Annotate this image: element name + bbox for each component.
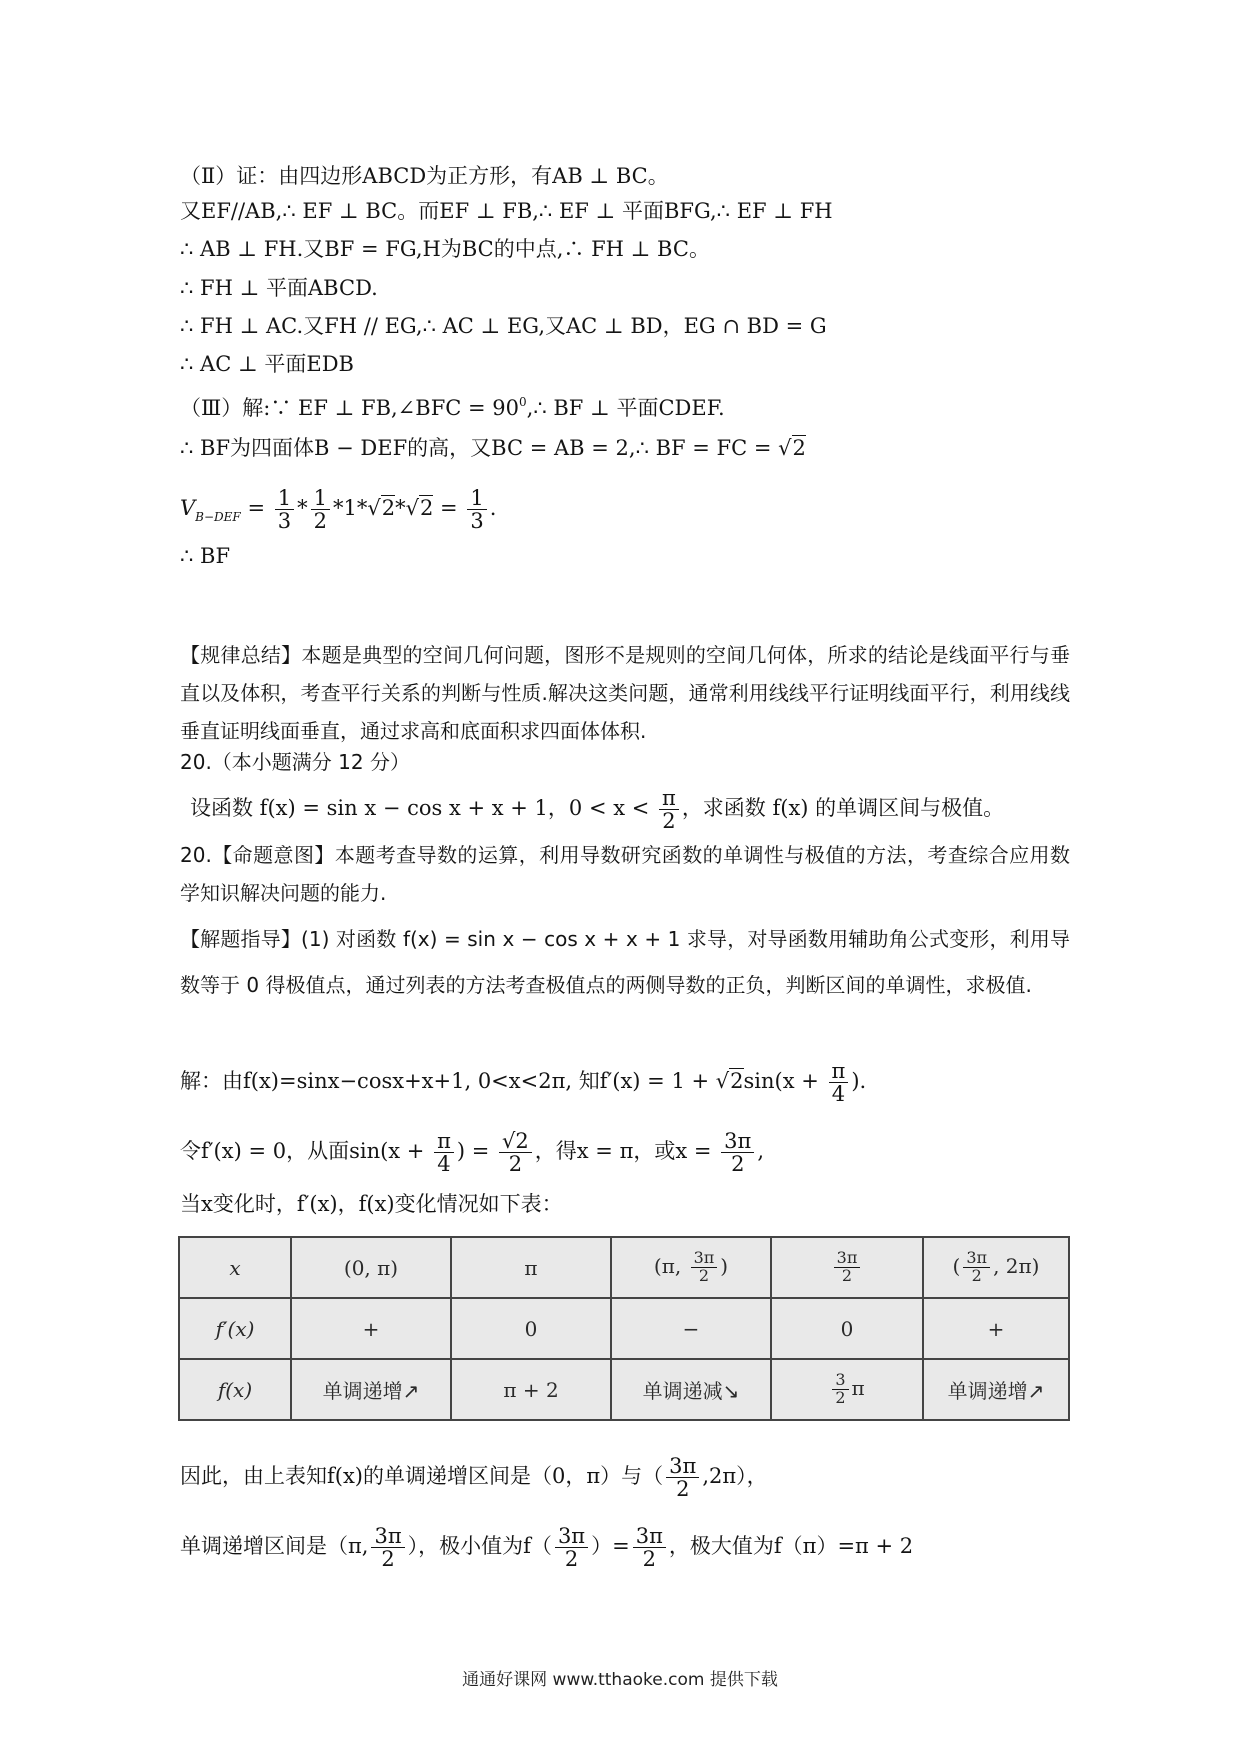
table-cell: 单调递增↗ [923, 1359, 1069, 1420]
numerator: π [829, 1060, 849, 1083]
conclusion-text: 因此，由上表知f(x)的单调递增区间是（0，π）与（ [180, 1464, 664, 1488]
solution-line1 [180, 1052, 866, 1110]
denominator: 3 [470, 509, 484, 533]
volume-subscript: B−DEF [195, 510, 241, 524]
denominator: 4 [437, 1152, 451, 1176]
numerator: 1 [275, 487, 294, 510]
fraction [829, 1060, 849, 1105]
cell-text: ) [720, 1254, 729, 1278]
numerator: 3π [666, 1455, 699, 1478]
fraction [371, 1525, 404, 1570]
volume-mid: *1*√ [332, 496, 381, 520]
table-cell: − [611, 1298, 771, 1359]
fraction [721, 1130, 754, 1175]
volume-eq: = [240, 496, 272, 520]
numerator: 3π [721, 1130, 754, 1153]
q20-text-tail: ，求函数 f(x) 的单调区间与极值。 [681, 796, 1005, 820]
times-sqrt: *√ [395, 496, 419, 520]
sqrt-radicand: 2 [419, 496, 434, 520]
denominator: 2 [835, 1388, 846, 1407]
numerator: 3π [371, 1525, 404, 1548]
table-cell: 0 [451, 1298, 611, 1359]
numerator: 1 [467, 487, 486, 510]
table-cell: 0 [771, 1298, 923, 1359]
period: . [489, 496, 497, 520]
solution-text: 令f′(x) = 0，从面sin(x + [180, 1139, 432, 1163]
table-cell: x [179, 1237, 291, 1298]
fraction [963, 1250, 990, 1285]
solution-sin: sin(x + [743, 1069, 826, 1093]
solution-text: 解：由f(x)=sinx−cosx+x+1, 0<x<2π, 知f′(x) = 1 + √ [180, 1069, 730, 1093]
denominator: 2 [313, 509, 327, 533]
numerator: 3 [832, 1372, 848, 1390]
solution-end: ). [851, 1069, 867, 1093]
sqrt-radicand: 2 [381, 496, 396, 520]
numerator: π [434, 1130, 454, 1153]
table-cell: π + 2 [451, 1359, 611, 1420]
solution-eq: ) = [456, 1139, 497, 1163]
solution-text: ，得x = π，或x = [534, 1139, 719, 1163]
proof2-line4: ∴ FH ⊥ 平面ABCD. [180, 276, 378, 300]
cell-text: (π, [653, 1254, 688, 1278]
numerator: 3π [834, 1250, 861, 1268]
table-row [179, 1359, 1069, 1420]
table-cell: 单调递减↘ [611, 1359, 771, 1420]
fraction [666, 1455, 699, 1500]
volume-eq2: = [433, 496, 465, 520]
conclusion-text: ，极大值为f（π）=π + 2 [668, 1534, 914, 1558]
volume-formula [180, 478, 496, 547]
volume-symbol: V [180, 496, 196, 520]
proof2-line1: （Ⅱ）证：由四边形ABCD为正方形，有AB ⊥ BC。 [180, 164, 669, 188]
comma: , [757, 1139, 765, 1163]
fraction [275, 487, 294, 532]
denominator: 2 [841, 1266, 853, 1285]
denominator: 2 [971, 1266, 982, 1285]
proof3-line1-tail: ,∴ BF ⊥ 平面CDEF. [526, 396, 725, 420]
proof3-line2 [180, 432, 806, 464]
denominator: 2 [381, 1547, 395, 1571]
table-cell: f(x) [179, 1359, 291, 1420]
conclusion-line1 [180, 1445, 768, 1507]
numerator: √2 [499, 1130, 532, 1153]
fraction [659, 787, 679, 832]
q20-text: 设函数 f(x) = sin x − cos x + x + 1，0 < x < [190, 796, 656, 820]
fraction [555, 1525, 588, 1570]
table-cell: (0, π) [291, 1237, 451, 1298]
cell-text: ( [952, 1254, 961, 1278]
denominator: 2 [676, 1477, 690, 1501]
guide-paragraph: 【解题指导】(1) 对函数 f(x) = sin x − cos x + x + 1 求导，对导函数用辅助角公式变形，利用导数等于 0 得极值点，通过列表的方法考查极值点的两侧导数的正负，判断区间的单调性，求极值. [180, 927, 1070, 997]
page-footer: 通通好课网 www.tthaoke.com 提供下载 [462, 1670, 778, 1690]
fraction [633, 1525, 666, 1570]
proof3-line1-text: （Ⅲ）解:∵ EF ⊥ FB,∠BFC = 90 [180, 396, 520, 420]
fraction [467, 487, 486, 532]
q20-title: 20.（本小题满分 12 分） [180, 750, 410, 774]
table-row [179, 1237, 1069, 1298]
fraction [434, 1130, 454, 1175]
denominator: 2 [698, 1266, 710, 1285]
table-cell [923, 1237, 1069, 1298]
denominator: 2 [564, 1547, 579, 1571]
table-row [179, 1298, 1069, 1359]
proof2-line3: ∴ AB ⊥ FH.又BF = FG,H为BC的中点,∴ FH ⊥ BC。 [180, 237, 710, 261]
proof2-line6: ∴ AC ⊥ 平面EDB [180, 352, 354, 376]
solution-line3: 当x变化时，f′(x)，f(x)变化情况如下表： [180, 1192, 563, 1216]
table-cell [771, 1359, 923, 1420]
table-cell [611, 1237, 771, 1298]
fraction [691, 1250, 718, 1285]
numerator: 3π [963, 1250, 990, 1268]
intent-paragraph: 20.【命题意图】本题考查导数的运算，利用导数研究函数的单调性与极值的方法，考查综合应用数学知识解决问题的能力. [180, 843, 1070, 905]
proof2-line2: 又EF//AB,∴ EF ⊥ BC。而EF ⊥ FB,∴ EF ⊥ 平面BFG,∴ EF ⊥ FH [180, 199, 833, 223]
numerator: π [659, 787, 679, 810]
denominator: 4 [831, 1082, 846, 1106]
conclusion-text: 单调递增区间是（π, [180, 1534, 369, 1558]
cell-text: π [851, 1376, 865, 1400]
variation-table [178, 1236, 1070, 1421]
denominator: 2 [731, 1152, 745, 1176]
conclusion-line2 [180, 1515, 913, 1577]
times: * [297, 496, 308, 520]
fraction [832, 1372, 848, 1407]
denominator: 2 [642, 1547, 656, 1571]
cell-text: , 2π) [993, 1254, 1040, 1278]
summary-paragraph: 【规律总结】本题是典型的空间几何问题，图形不是规则的空间几何体，所求的结论是线面平行与垂直以及体积，考查平行关系的判断与性质.解决这类问题，通常利用线线平行证明线面平行，利用线线垂直证明线面垂直，通过求高和底面积求四面体体积. [180, 643, 1070, 743]
table-cell [771, 1237, 923, 1298]
conclusion-text: ）= [591, 1534, 630, 1558]
sqrt-radicand: 2 [730, 1069, 744, 1093]
numerator: 3π [555, 1525, 588, 1548]
proof3-line4: ∴ BF [180, 544, 231, 568]
table-cell: 单调递增↗ [291, 1359, 451, 1420]
q20-statement [190, 780, 1004, 836]
denominator: 3 [277, 509, 292, 533]
conclusion-text: ,2π）， [702, 1464, 768, 1488]
fraction [311, 487, 330, 532]
table-cell: + [291, 1298, 451, 1359]
denominator: 2 [662, 809, 676, 833]
denominator: 2 [508, 1152, 523, 1176]
proof3-line2-text: ∴ BF为四面体B − DEF的高，又BC = AB = 2,∴ BF = FC = √ [180, 436, 792, 460]
numerator: 3π [633, 1525, 666, 1548]
proof3-line1 [180, 386, 725, 424]
conclusion-text: ），极小值为f（ [407, 1534, 552, 1558]
solution-line2 [180, 1120, 764, 1182]
numerator: 1 [311, 487, 330, 510]
fraction [834, 1250, 861, 1285]
table-cell: + [923, 1298, 1069, 1359]
fraction [499, 1130, 532, 1175]
table-cell: π [451, 1237, 611, 1298]
proof2-line5: ∴ FH ⊥ AC.又FH // EG,∴ AC ⊥ EG,又AC ⊥ BD，EG ∩ BD = G [180, 314, 827, 338]
degree-sup: 0 [519, 395, 527, 409]
table-cell: f′(x) [179, 1298, 291, 1359]
numerator: 3π [691, 1250, 718, 1268]
sqrt-radicand: 2 [792, 436, 806, 460]
